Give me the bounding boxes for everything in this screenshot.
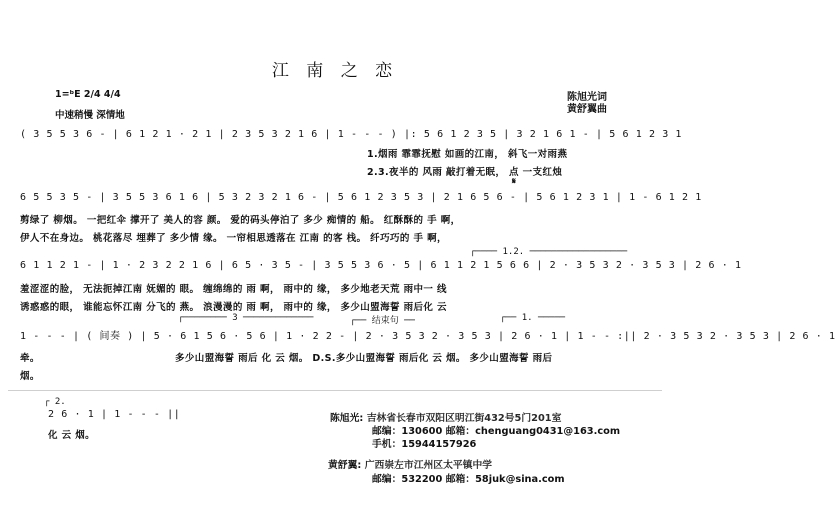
- contact-composer-email: 邮编：532200 邮箱：58juk@sina.com: [372, 474, 565, 485]
- lyric-line-4-verse-2: 多少山盟海誓 雨后 化 云 烟。 D.S.多少山盟海誓 雨后化 云 烟。 多少山盟海誓 雨后: [175, 353, 553, 364]
- lyric-line-2-verse-1: 剪绿了 柳烟。 一把红伞 撑开了 美人的容 颜。 爱的码头停泊了 多少 痴情的 船。 红酥酥的 手 啊，: [20, 215, 461, 226]
- staff-line-1: ( 3 5 5 3 6 - | 6 1 2 1 · 2 1 | 2 3 5 3 2 1 6 | 1 - - - ) |: 5 6 1 2 3 5 | 3 2 1 6 1 - | 5 6 1 2 3 1: [20, 129, 683, 140]
- key-signature: 1=ᵇE 2/4 4/4: [55, 89, 121, 100]
- lyric-line-4-verse-3: 烟。: [20, 371, 40, 382]
- lyric-line-4-verse-1: 牵。: [20, 353, 40, 364]
- contact-address: 吉林省长春市双阳区明江街432号5门201室: [366, 413, 562, 424]
- volta-1-2-bracket: ┌──── 1.2. ──────────────────: [470, 247, 628, 257]
- staff-line-3: 6 1 1 2 1 - | 1 · 2 3 2 2 1 6 | 6 5 · 3 5 - | 3 5 5 3 6 · 5 | 6 1 1 2 1 5 6 6 | 2 · 3 5 3 2 · 3 5 3 | 2 6 · 1: [20, 260, 742, 271]
- volta-2-bracket: ┌ 2.: [44, 397, 66, 407]
- lyric-line-2-verse-2: 伊人不在身边。 桃花落尽 埋葬了 多少情 缘。 一帘相思透落在 江南 的客 栈。 纤巧巧的 手 啊，: [20, 233, 447, 244]
- contact-lyricist-phone: 手机：15944157926: [372, 439, 477, 450]
- song-title: 江 南 之 恋: [271, 61, 399, 81]
- volta-1-bracket: ┌── 1. ─────: [500, 313, 566, 323]
- volta-3-bracket: ┌──────── 3 ─────────────: [178, 313, 314, 323]
- section-divider: [8, 390, 662, 391]
- contact-lyricist-email: 邮编：130600 邮箱：chenguang0431@163.com: [372, 426, 621, 437]
- lyric-line-5-verse-1: 化 云 烟。: [48, 430, 96, 441]
- lyricist-credit: 陈旭光词: [567, 92, 607, 103]
- staff-line-2: 6 5 5 3 5 - | 3 5 5 3 6 1 6 | 5 3 2 3 2 1 6 - | 5 6 1 2 3 5 3 | 2 1 6 5 6 - | 5 6 1 2 3 1 | 1 - 6 1 2 1: [20, 192, 702, 203]
- contact-block-composer: [328, 457, 492, 471]
- contact-block-lyricist: [330, 410, 561, 424]
- tempo-marking: 中速稍慢 深情地: [55, 110, 125, 121]
- composer-credit: 黄舒翼曲: [567, 104, 607, 115]
- staff-line-4: 1 - - - | ( 间奏 ) | 5 · 6 1 5 6 · 5 6 | 1 · 2 2 - | 2 · 3 5 3 2 · 3 5 3 | 2 6 · 1 | 1 - - :|| 2 · 3 5 3 2 · 3 5 3 | 2 6 · 1: [20, 331, 836, 342]
- contact-name: 黄舒翼:: [328, 460, 362, 471]
- staff-line-5: 2 6 · 1 | 1 - - - ||: [48, 409, 181, 420]
- contact-address: 广西崇左市江州区太平镇中学: [364, 460, 493, 471]
- lyric-line-1-verse-2: 2.3.夜半的 风雨 敲打着无眠， 点 一支红烛: [367, 167, 563, 178]
- end-phrase-label: ┌── 结束句 ──: [350, 316, 415, 326]
- lyric-line-3-verse-1: 羞涩涩的脸， 无法扼掉江南 妩媚的 眼。 缠绵绵的 雨 啊， 雨中的 缘， 多少地老天荒 雨中一 线: [20, 284, 447, 295]
- lyric-line-1-verse-1: 1.烟雨 霏霏抚慰 如画的江南， 斜飞一对雨燕: [367, 149, 568, 160]
- contact-name: 陈旭光:: [330, 413, 364, 424]
- lyric-line-3-verse-2: 诱惑惑的眼， 谁能忘怀江南 分飞的 燕。 浪漫漫的 雨 啊， 雨中的 缘， 多少山盟海誓 雨后化 云: [20, 302, 447, 313]
- segno-sign: 𝄋: [512, 177, 516, 187]
